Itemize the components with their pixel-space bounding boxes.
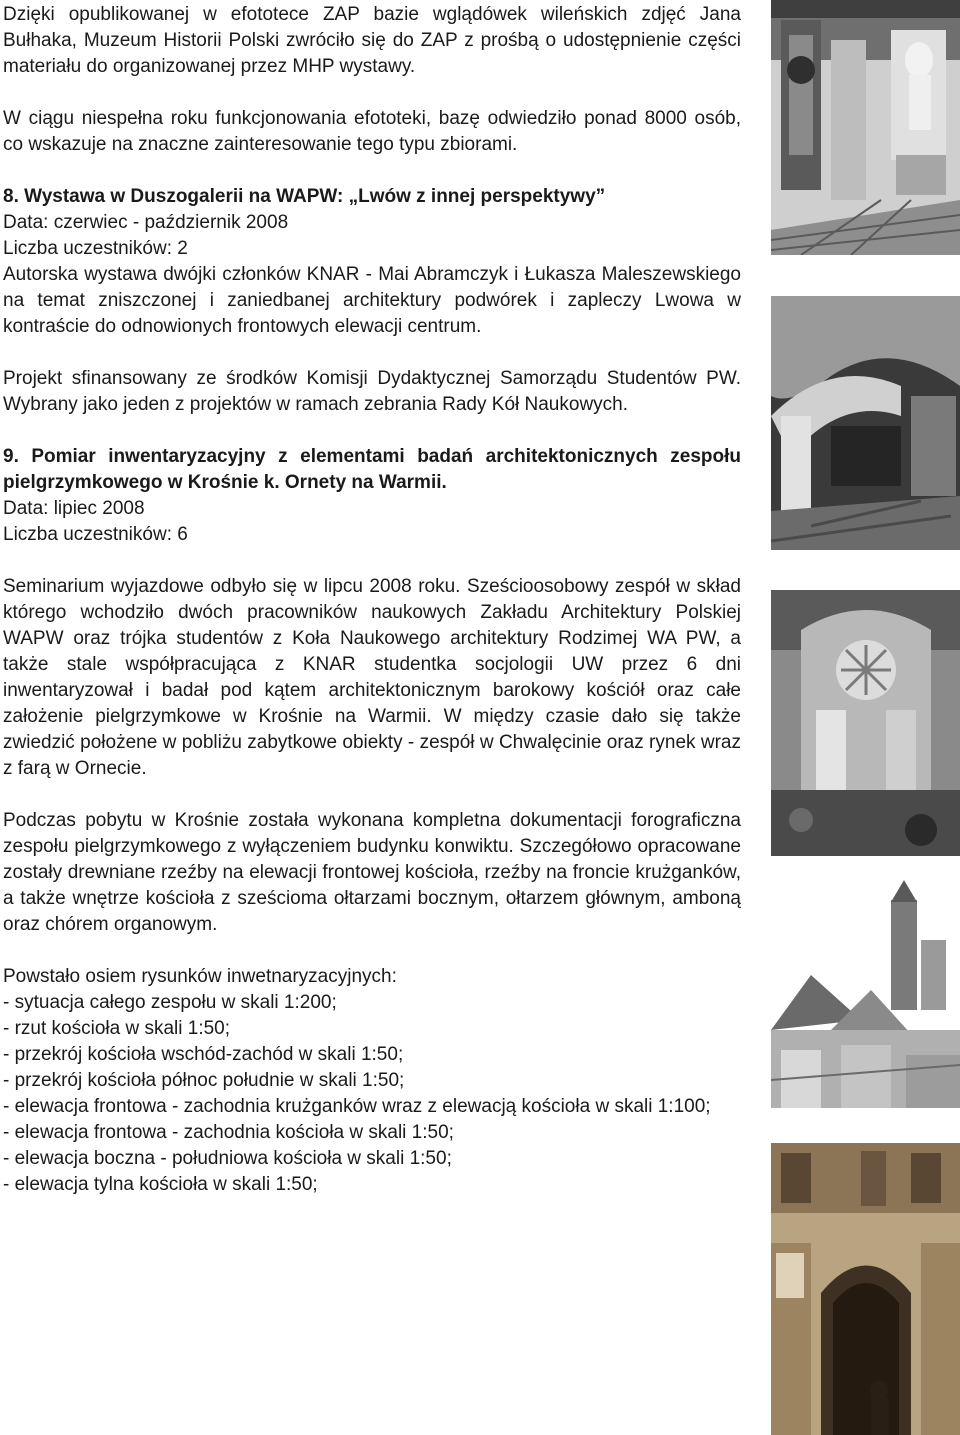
photo-rooftops [771,880,960,1108]
list-item: - elewacja tylna kościoła w skali 1:50; [3,1174,318,1195]
drawings-list-intro: Powstało osiem rysunków inwetnaryzacyjnych: [3,966,397,987]
paragraph-efototeka: W ciągu niespełna roku funkcjonowania efototeki, bazę odwiedziło ponad 8000 osób, co wskazuje na znaczne zainteresowanie tego typu zbiorami. [3,108,741,155]
section-8 [3,184,741,340]
photo-sepia-doorway [771,1143,960,1435]
paragraph-muzeum: Dzięki opublikowanej w efototece ZAP bazie wglądówek wileńskich zdjęć Jana Bułhaka, Muzeum Historii Polski zwróciło się do ZAP z prośbą o udostępnienie części materiału do organizowanej przez MHP wystawy. [3,4,741,77]
list-item: - elewacja frontowa - zachodnia kościoła w skali 1:50; [3,1122,454,1143]
section-8-participants: Liczba uczestników: 2 [3,238,188,259]
photo-stone-carving [771,590,960,856]
list-item: - sytuacja całego zespołu w skali 1:200; [3,992,337,1013]
list-item: - przekrój kościoła wschód-zachód w skali 1:50; [3,1044,404,1065]
photo-vaulted-ruin [771,296,960,550]
list-item: - elewacja frontowa - zachodnia krużganków wraz z elewacją kościoła w skali 1:100; [3,1096,711,1117]
section-8-description: Autorska wystawa dwójki członków KNAR - Mai Abramczyk i Łukasza Maleszewskiego na temat zniszczonej i zaniedbanej architektury podwórek i zapleczy Lwowa w kontraście do odnowionych frontowych elewacji centrum. [3,264,741,337]
list-item: - przekrój kościoła północ południe w skali 1:50; [3,1070,405,1091]
section-9-seminar: Seminarium wyjazdowe odbyło się w lipcu 2008 roku. Sześcioosobowy zespół w skład którego wchodziło dwóch pracowników naukowych Zakładu Architektury Polskiej WAPW oraz trójka studentów z Koła Naukowego architektury Rodzimej WA PW, a także stale współpracująca z KNAR studentka socjologii UW przez 6 dni inwentaryzował i badał pod kątem architektonicznym barokowy kościół oraz całe założenie pielgrzymkowe w Krośnie na Warmii. W między czasie dało się także zwiedzić położene w pobliżu zabytkowe obiekty - zespół w Chwalęcinie oraz rynek wraz z farą w Ornecie. [3,576,741,779]
section-8-heading: 8. Wystawa w Duszogalerii na WAPW: „Lwów z innej perspektywy” [3,186,606,207]
section-9 [3,444,741,548]
section-8-date: Data: czerwiec - październik 2008 [3,212,289,233]
section-9-heading: 9. Pomiar inwentaryzacyjny z elementami badań architektonicznych zespołu pielgrzymkowego w Krośnie k. Ornety na Warmii. [3,446,741,493]
photo-palace-interior [771,0,960,255]
section-9-date: Data: lipiec 2008 [3,498,145,519]
list-item: - elewacja boczna - południowa kościoła w skali 1:50; [3,1148,452,1169]
section-9-photo-documentation: Podczas pobytu w Krośnie została wykonana kompletna dokumentacji forograficzna zespołu pielgrzymkowego z wyłączeniem budynku konwiktu. Szczegółowo opracowane zostały drewniane rzeźby na elewacji frontowej kościoła, rzeźby na froncie krużganków, a także wnętrze kościoła z sześcioma ołtarzami bocznym, ołtarzem głównym, amboną oraz chórem organowym. [3,810,741,935]
document-text-column [3,2,741,1198]
list-item: - rzut kościoła w skali 1:50; [3,1018,231,1039]
section-9-participants: Liczba uczestników: 6 [3,524,188,545]
drawings-list [3,964,741,1198]
section-8-funding: Projekt sfinansowany ze środków Komisji Dydaktycznej Samorządu Studentów PW. Wybrany jako jeden z projektów w ramach zebrania Rady Kół Naukowych. [3,368,741,415]
